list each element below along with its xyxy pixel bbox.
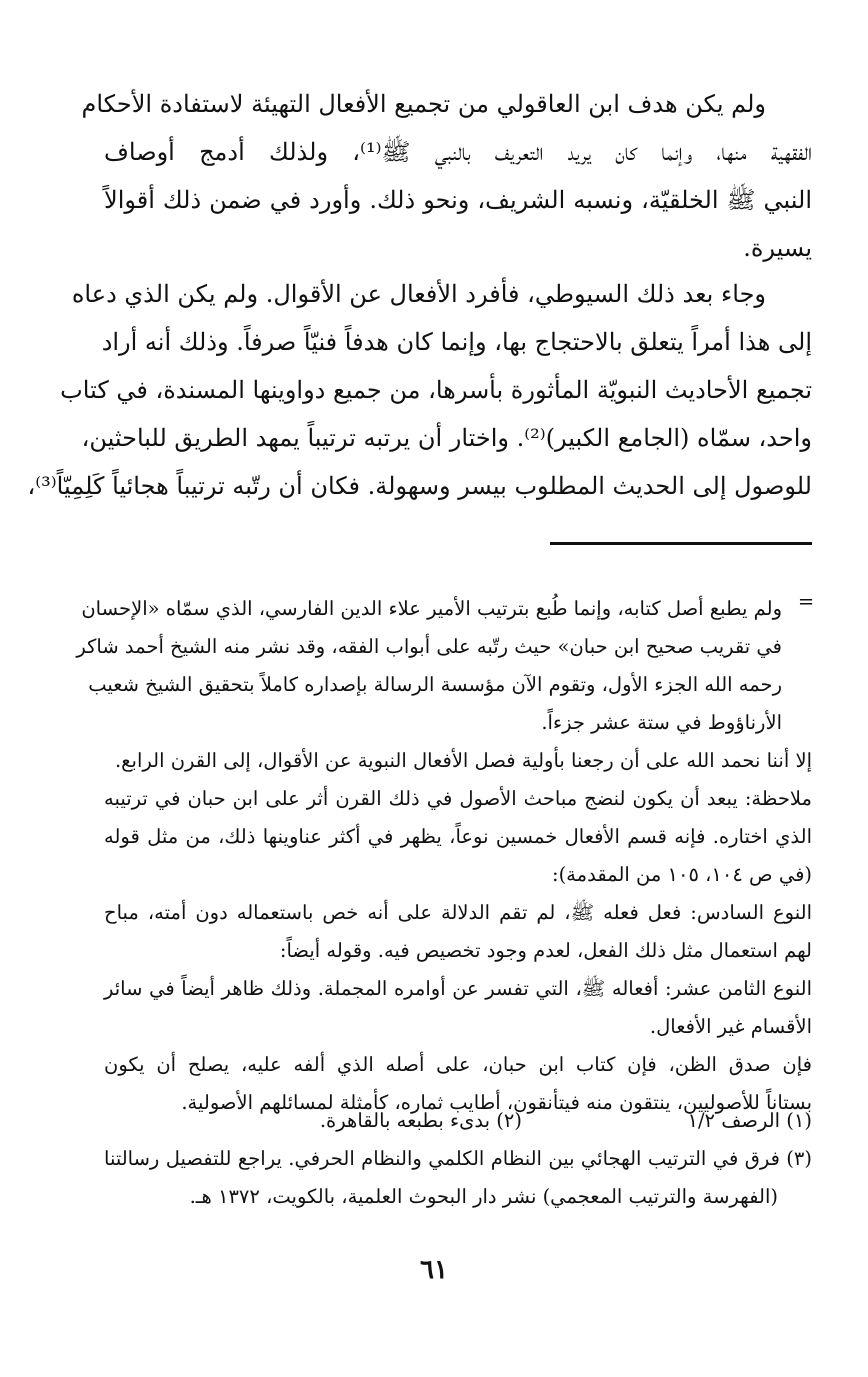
text-line: الفقهية منها، وإنما كان يريد التعريف بالنبي ﷺ⁽¹⁾، ولذلك أدمج أوصاف <box>104 138 812 166</box>
text-line: يسيرة. <box>743 234 812 262</box>
text-line: وجاء بعد ذلك السيوطي، فأفرد الأفعال عن الأقوال. ولم يكن الذي دعاه <box>71 280 766 308</box>
text-line: واحد، سمّاه (الجامع الكبير)⁽²⁾. واختار أن يرتبه ترتيباً يمهد الطريق للباحثين، <box>81 424 812 452</box>
footnote-line: الذي اختاره. فإنه قسم الأفعال خمسين نوعاً، يظهر في أكثر عناوينها ذلك، من مثل قوله <box>104 825 812 848</box>
footnote-line: إلا أننا نحمد الله على أن رجعنا بأولية فصل الأفعال النبوية عن الأقوال، إلى القرن الرابع. <box>114 749 812 772</box>
text-line: للوصول إلى الحديث المطلوب بيسر وسهولة. فكان أن رتّبه ترتيباً هجائياً كَلِمِيّاً⁽³⁾، <box>27 472 812 500</box>
footnote-2: (٢) بدىء بطبعه بالقاهرة. <box>319 1109 522 1132</box>
footnote-line: الأرناؤوط في ستة عشر جزءاً. <box>541 711 782 734</box>
continuation-marker: = <box>797 590 815 613</box>
footnote-line: (٣) فرق في الترتيب الهجائي بين النظام الكلمي والنظام الحرفي. يراجع للتفصيل رسالتنا <box>104 1147 812 1170</box>
footnote-line: بستاناً للأصوليين، ينتقون منه فيتأنقون، أطايب ثماره، كأمثلة لمسائلهم الأصولية. <box>181 1091 812 1114</box>
main-paragraph-1 <box>81 80 812 272</box>
footnote-continued <box>76 590 815 1122</box>
footnote-line: ملاحظة: يبعد أن يكون لنضج مباحث الأصول في ذلك القرن أثر على ابن حبان في ترتيبه <box>104 787 812 810</box>
footnote-separator <box>550 542 812 545</box>
footnote-line: (الفهرسة والترتيب المعجمي) نشر دار البحوث العلمية، بالكويت، ١٣٧٢ هـ. <box>189 1185 778 1208</box>
text-line: ولم يكن هدف ابن العاقولي من تجميع الأفعال التهيئة لاستفادة الأحكام <box>81 90 766 118</box>
footnote-line: فإن صدق الظن، فإن كتاب ابن حبان، على أصله الذي ألفه عليه، يصلح أن يكون <box>104 1053 812 1076</box>
page-number: ٦١ <box>420 1255 448 1285</box>
text-line: تجميع الأحاديث النبويّة المأثورة بأسرها، من جميع دواوينها المسندة، في كتاب <box>60 376 812 404</box>
footnote-3 <box>104 1140 812 1216</box>
main-paragraph-2 <box>27 270 812 510</box>
footnote-line: ولم يطبع أصل كتابه، وإنما طُبع بترتيب الأمير علاء الدين الفارسي، الذي سمّاه «الإحسان <box>81 597 782 620</box>
footnote-line: في تقريب صحيح ابن حبان» حيث رتّبه على أبواب الفقه، وقد نشر منه الشيخ أحمد شاكر <box>76 635 782 658</box>
footnote-line: النوع السادس: فعل فعله ﷺ، لم تقم الدلالة على أنه خص باستعماله دون أمته، مباح <box>104 901 812 924</box>
footnote-row-1-2 <box>104 1102 812 1140</box>
footnote-1: (١) الرصف ١/٢ <box>687 1109 812 1132</box>
footnote-line: الأقسام غير الأفعال. <box>649 1015 812 1038</box>
footnote-line: لهم استعمال مثل ذلك الفعل، لعدم وجود تخصيص فيه. وقوله أيضاً: <box>279 939 812 962</box>
footnote-line: (في ص ١٠٤، ١٠٥ من المقدمة): <box>552 863 812 886</box>
text-line: النبي ﷺ الخلقيّة، ونسبه الشريف، ونحو ذلك. وأورد في ضمن ذلك أقوالاً <box>104 186 812 214</box>
footnote-line: رحمه الله الجزء الأول، وتقوم الآن مؤسسة الرسالة بإصداره كاملاً بتحقيق الشيخ شعيب <box>88 673 782 696</box>
footnotes-numbered <box>104 1102 812 1216</box>
text-line: إلى هذا أمراً يتعلق بالاحتجاج بها، وإنما كان هدفاً فنيّاً صرفاً. وذلك أنه أراد <box>101 328 812 356</box>
footnote-line: النوع الثامن عشر: أفعاله ﷺ، التي تفسر عن أوامره المجملة. وذلك ظاهر أيضاً في سائر <box>104 977 812 1000</box>
